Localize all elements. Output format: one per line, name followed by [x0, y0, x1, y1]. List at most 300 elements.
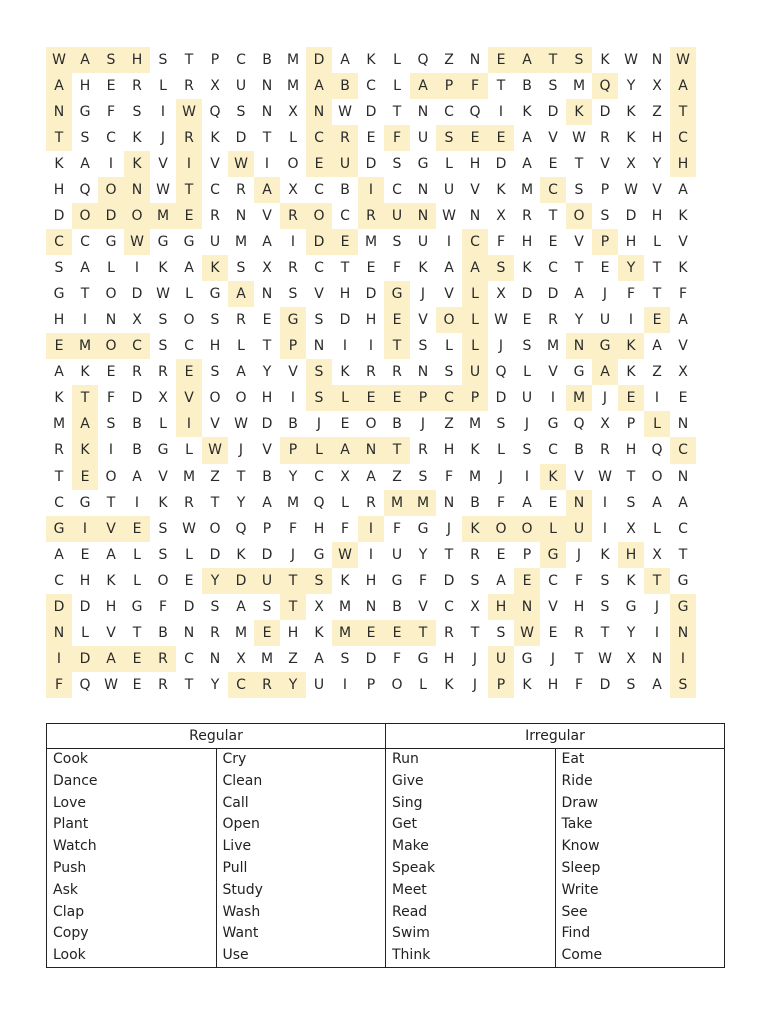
grid-letter[interactable]: S — [600, 208, 610, 225]
grid-letter[interactable]: C — [366, 78, 376, 95]
grid-letter[interactable]: K — [158, 494, 168, 511]
grid-letter[interactable]: E — [384, 620, 410, 646]
grid-letter[interactable]: E — [184, 572, 194, 589]
grid-letter[interactable]: A — [262, 494, 272, 511]
grid-letter[interactable]: L — [393, 78, 401, 95]
grid-letter[interactable]: G — [547, 416, 559, 433]
grid-letter[interactable]: N — [46, 620, 72, 646]
grid-letter[interactable]: K — [54, 156, 64, 173]
grid-letter[interactable]: W — [338, 104, 352, 121]
grid-letter[interactable]: M — [520, 182, 534, 199]
grid-letter[interactable]: I — [654, 624, 660, 641]
grid-letter[interactable]: D — [209, 546, 221, 563]
grid-letter[interactable]: W — [670, 47, 696, 73]
grid-letter[interactable]: C — [236, 52, 246, 69]
grid-letter[interactable]: E — [132, 676, 142, 693]
grid-letter[interactable]: Y — [626, 624, 636, 641]
grid-letter[interactable]: D — [46, 594, 72, 620]
grid-letter[interactable]: B — [262, 468, 272, 485]
grid-letter[interactable]: N — [677, 468, 689, 485]
grid-letter[interactable]: I — [46, 646, 72, 672]
grid-letter[interactable]: R — [392, 364, 402, 381]
grid-letter[interactable]: J — [602, 286, 608, 303]
grid-letter[interactable]: S — [210, 598, 220, 615]
grid-letter[interactable]: K — [678, 208, 688, 225]
grid-letter[interactable]: C — [444, 598, 454, 615]
grid-letter[interactable]: T — [644, 568, 670, 594]
grid-letter[interactable]: T — [280, 594, 306, 620]
grid-letter[interactable]: G — [521, 650, 533, 667]
grid-letter[interactable]: J — [420, 416, 426, 433]
grid-letter[interactable]: Q — [417, 52, 429, 69]
grid-letter[interactable]: H — [124, 47, 150, 73]
grid-letter[interactable]: N — [417, 104, 429, 121]
grid-letter[interactable]: B — [132, 416, 142, 433]
grid-letter[interactable]: L — [419, 676, 427, 693]
grid-letter[interactable]: F — [288, 520, 298, 537]
grid-letter[interactable]: E — [124, 646, 150, 672]
grid-letter[interactable]: T — [548, 208, 558, 225]
grid-letter[interactable]: X — [678, 364, 688, 381]
grid-letter[interactable]: C — [678, 520, 688, 537]
grid-letter[interactable]: W — [156, 182, 170, 199]
grid-letter[interactable]: Q — [235, 520, 247, 537]
grid-letter[interactable]: W — [104, 676, 118, 693]
grid-letter[interactable]: V — [176, 385, 202, 411]
grid-letter[interactable]: C — [548, 442, 558, 459]
grid-letter[interactable]: R — [210, 624, 220, 641]
grid-letter[interactable]: R — [54, 442, 64, 459]
grid-letter[interactable]: N — [183, 624, 195, 641]
grid-letter[interactable]: D — [228, 568, 254, 594]
grid-letter[interactable]: J — [316, 416, 322, 433]
grid-letter[interactable]: D — [131, 286, 143, 303]
grid-letter[interactable]: K — [444, 676, 454, 693]
grid-letter[interactable]: O — [651, 468, 663, 485]
grid-letter[interactable]: L — [445, 156, 453, 173]
grid-letter[interactable]: I — [134, 494, 140, 511]
grid-letter[interactable]: B — [158, 624, 168, 641]
grid-letter[interactable]: T — [444, 546, 454, 563]
grid-letter[interactable]: G — [131, 598, 143, 615]
grid-letter[interactable]: Y — [262, 364, 272, 381]
grid-letter[interactable]: I — [498, 104, 504, 121]
grid-letter[interactable]: R — [548, 312, 558, 329]
grid-letter[interactable]: V — [210, 156, 220, 173]
grid-letter[interactable]: S — [670, 672, 696, 698]
grid-letter[interactable]: K — [340, 364, 350, 381]
grid-letter[interactable]: N — [469, 52, 481, 69]
grid-letter[interactable]: P — [522, 546, 532, 563]
grid-letter[interactable]: W — [624, 52, 638, 69]
grid-letter[interactable]: W — [572, 130, 586, 147]
grid-letter[interactable]: W — [624, 182, 638, 199]
grid-letter[interactable]: A — [496, 572, 506, 589]
grid-letter[interactable]: C — [540, 177, 566, 203]
grid-letter[interactable]: H — [573, 598, 585, 615]
grid-letter[interactable]: E — [618, 385, 644, 411]
grid-letter[interactable]: W — [202, 437, 228, 463]
grid-letter[interactable]: N — [651, 650, 663, 667]
grid-letter[interactable]: I — [160, 104, 166, 121]
grid-letter[interactable]: U — [599, 312, 611, 329]
grid-letter[interactable]: V — [574, 468, 584, 485]
grid-letter[interactable]: C — [314, 260, 324, 277]
grid-letter[interactable]: A — [262, 234, 272, 251]
grid-letter[interactable]: S — [158, 338, 168, 355]
grid-letter[interactable]: A — [514, 47, 540, 73]
grid-letter[interactable]: R — [366, 494, 376, 511]
grid-letter[interactable]: E — [548, 156, 558, 173]
grid-letter[interactable]: L — [185, 286, 193, 303]
grid-letter[interactable]: A — [410, 73, 436, 99]
grid-letter[interactable]: Q — [79, 182, 91, 199]
grid-letter[interactable]: F — [444, 468, 454, 485]
grid-letter[interactable]: W — [442, 208, 456, 225]
grid-letter[interactable]: H — [365, 312, 377, 329]
grid-letter[interactable]: O — [72, 203, 98, 229]
grid-letter[interactable]: L — [185, 546, 193, 563]
grid-letter[interactable]: F — [392, 520, 402, 537]
grid-letter[interactable]: S — [236, 260, 246, 277]
grid-letter[interactable]: T — [678, 546, 688, 563]
grid-letter[interactable]: E — [488, 125, 514, 151]
grid-letter[interactable]: S — [436, 125, 462, 151]
grid-letter[interactable]: D — [183, 598, 195, 615]
grid-letter[interactable]: N — [417, 182, 429, 199]
grid-letter[interactable]: X — [626, 520, 636, 537]
grid-letter[interactable]: H — [443, 442, 455, 459]
grid-letter[interactable]: H — [313, 520, 325, 537]
grid-letter[interactable]: D — [53, 208, 65, 225]
grid-letter[interactable]: K — [366, 52, 376, 69]
grid-letter[interactable]: P — [366, 676, 376, 693]
grid-letter[interactable]: M — [260, 650, 274, 667]
grid-letter[interactable]: G — [79, 104, 91, 121]
grid-letter[interactable]: T — [72, 385, 98, 411]
grid-letter[interactable]: H — [53, 312, 65, 329]
grid-letter[interactable]: K — [314, 624, 324, 641]
grid-letter[interactable]: R — [158, 364, 168, 381]
grid-letter[interactable]: J — [498, 338, 504, 355]
grid-letter[interactable]: C — [306, 125, 332, 151]
grid-letter[interactable]: A — [332, 437, 358, 463]
grid-letter[interactable]: D — [495, 156, 507, 173]
grid-letter[interactable]: S — [522, 338, 532, 355]
grid-letter[interactable]: L — [462, 307, 488, 333]
grid-letter[interactable]: X — [210, 78, 220, 95]
grid-letter[interactable]: V — [418, 312, 428, 329]
grid-letter[interactable]: H — [261, 390, 273, 407]
grid-letter[interactable]: T — [262, 130, 272, 147]
grid-letter[interactable]: B — [132, 442, 142, 459]
grid-letter[interactable]: E — [496, 546, 506, 563]
grid-letter[interactable]: I — [602, 520, 608, 537]
grid-letter[interactable]: R — [358, 203, 384, 229]
grid-letter[interactable]: T — [106, 494, 116, 511]
grid-letter[interactable]: J — [524, 416, 530, 433]
grid-letter[interactable]: D — [547, 104, 559, 121]
grid-letter[interactable]: A — [132, 468, 142, 485]
grid-letter[interactable]: W — [332, 542, 358, 568]
grid-letter[interactable]: T — [262, 338, 272, 355]
grid-letter[interactable]: E — [366, 260, 376, 277]
grid-letter[interactable]: F — [496, 234, 506, 251]
grid-letter[interactable]: P — [600, 182, 610, 199]
grid-letter[interactable]: N — [358, 437, 384, 463]
grid-letter[interactable]: B — [340, 182, 350, 199]
grid-letter[interactable]: S — [496, 416, 506, 433]
grid-letter[interactable]: E — [254, 620, 280, 646]
grid-letter[interactable]: A — [236, 598, 246, 615]
grid-letter[interactable]: S — [566, 47, 592, 73]
grid-letter[interactable]: S — [158, 52, 168, 69]
grid-letter[interactable]: W — [598, 468, 612, 485]
grid-letter[interactable]: N — [410, 203, 436, 229]
grid-letter[interactable]: M — [384, 490, 410, 516]
grid-letter[interactable]: H — [209, 338, 221, 355]
grid-letter[interactable]: I — [358, 516, 384, 542]
grid-letter[interactable]: P — [410, 385, 436, 411]
grid-letter[interactable]: Z — [652, 104, 662, 121]
grid-letter[interactable]: A — [652, 676, 662, 693]
grid-letter[interactable]: R — [280, 203, 306, 229]
grid-letter[interactable]: O — [488, 516, 514, 542]
grid-letter[interactable]: W — [182, 520, 196, 537]
grid-letter[interactable]: L — [393, 52, 401, 69]
grid-letter[interactable]: O — [98, 333, 124, 359]
grid-letter[interactable]: K — [522, 676, 532, 693]
grid-letter[interactable]: C — [46, 229, 72, 255]
grid-letter[interactable]: R — [176, 125, 202, 151]
grid-letter[interactable]: I — [368, 546, 374, 563]
grid-letter[interactable]: J — [160, 130, 166, 147]
grid-letter[interactable]: S — [158, 546, 168, 563]
grid-letter[interactable]: C — [392, 182, 402, 199]
grid-letter[interactable]: D — [365, 156, 377, 173]
grid-letter[interactable]: D — [495, 390, 507, 407]
grid-letter[interactable]: W — [124, 229, 150, 255]
grid-letter[interactable]: L — [159, 416, 167, 433]
grid-letter[interactable]: L — [185, 442, 193, 459]
grid-letter[interactable]: N — [677, 416, 689, 433]
grid-letter[interactable]: V — [470, 182, 480, 199]
grid-letter[interactable]: V — [678, 234, 688, 251]
grid-letter[interactable]: M — [468, 468, 482, 485]
grid-letter[interactable]: M — [468, 416, 482, 433]
grid-letter[interactable]: H — [670, 151, 696, 177]
grid-letter[interactable]: N — [306, 99, 332, 125]
grid-letter[interactable]: S — [600, 572, 610, 589]
grid-letter[interactable]: T — [574, 156, 584, 173]
grid-letter[interactable]: R — [158, 676, 168, 693]
grid-letter[interactable]: M — [410, 490, 436, 516]
grid-letter[interactable]: K — [566, 99, 592, 125]
grid-letter[interactable]: O — [157, 572, 169, 589]
grid-letter[interactable]: S — [54, 260, 64, 277]
grid-letter[interactable]: N — [261, 78, 273, 95]
grid-letter[interactable]: U — [384, 203, 410, 229]
grid-letter[interactable]: J — [290, 546, 296, 563]
grid-letter[interactable]: E — [176, 359, 202, 385]
grid-letter[interactable]: M — [286, 78, 300, 95]
grid-letter[interactable]: H — [287, 624, 299, 641]
grid-letter[interactable]: N — [209, 650, 221, 667]
grid-letter[interactable]: E — [332, 229, 358, 255]
grid-letter[interactable]: R — [470, 546, 480, 563]
grid-letter[interactable]: R — [600, 130, 610, 147]
grid-letter[interactable]: U — [443, 182, 455, 199]
grid-letter[interactable]: K — [106, 572, 116, 589]
grid-letter[interactable]: L — [133, 546, 141, 563]
grid-letter[interactable]: A — [522, 494, 532, 511]
grid-letter[interactable]: F — [574, 572, 584, 589]
grid-letter[interactable]: S — [158, 520, 168, 537]
grid-letter[interactable]: T — [210, 494, 220, 511]
grid-letter[interactable]: N — [46, 99, 72, 125]
grid-letter[interactable]: O — [209, 520, 221, 537]
grid-letter[interactable]: H — [469, 156, 481, 173]
grid-letter[interactable]: G — [625, 598, 637, 615]
grid-letter[interactable]: W — [156, 286, 170, 303]
grid-letter[interactable]: B — [392, 598, 402, 615]
grid-letter[interactable]: G — [384, 281, 410, 307]
grid-letter[interactable]: V — [652, 182, 662, 199]
grid-letter[interactable]: E — [176, 203, 202, 229]
grid-letter[interactable]: M — [338, 598, 352, 615]
grid-letter[interactable]: A — [72, 47, 98, 73]
grid-letter[interactable]: T — [574, 260, 584, 277]
grid-letter[interactable]: S — [548, 78, 558, 95]
grid-letter[interactable]: X — [288, 182, 298, 199]
grid-letter[interactable]: P — [592, 229, 618, 255]
grid-letter[interactable]: M — [566, 385, 592, 411]
grid-letter[interactable]: A — [574, 286, 584, 303]
grid-letter[interactable]: D — [443, 572, 455, 589]
grid-letter[interactable]: E — [548, 494, 558, 511]
grid-letter[interactable]: Y — [210, 676, 220, 693]
grid-letter[interactable]: A — [80, 156, 90, 173]
grid-letter[interactable]: K — [158, 260, 168, 277]
grid-letter[interactable]: K — [626, 572, 636, 589]
grid-letter[interactable]: A — [254, 177, 280, 203]
grid-letter[interactable]: G — [573, 364, 585, 381]
grid-letter[interactable]: E — [358, 385, 384, 411]
grid-letter[interactable]: I — [176, 411, 202, 437]
grid-letter[interactable]: D — [599, 676, 611, 693]
grid-letter[interactable]: R — [522, 208, 532, 225]
grid-letter[interactable]: F — [392, 260, 402, 277]
grid-letter[interactable]: C — [106, 130, 116, 147]
grid-letter[interactable]: S — [470, 572, 480, 589]
grid-letter[interactable]: O — [98, 177, 124, 203]
grid-letter[interactable]: M — [546, 338, 560, 355]
grid-letter[interactable]: A — [306, 73, 332, 99]
grid-letter[interactable]: L — [306, 437, 332, 463]
grid-letter[interactable]: G — [677, 572, 689, 589]
grid-letter[interactable]: A — [462, 255, 488, 281]
grid-letter[interactable]: E — [306, 151, 332, 177]
grid-letter[interactable]: D — [521, 286, 533, 303]
grid-letter[interactable]: A — [444, 260, 454, 277]
grid-letter[interactable]: B — [332, 73, 358, 99]
grid-letter[interactable]: S — [340, 650, 350, 667]
grid-letter[interactable]: U — [488, 646, 514, 672]
grid-letter[interactable]: Z — [288, 650, 298, 667]
grid-letter[interactable]: U — [313, 676, 325, 693]
grid-letter[interactable]: W — [234, 416, 248, 433]
grid-letter[interactable]: W — [228, 151, 254, 177]
grid-letter[interactable]: T — [280, 568, 306, 594]
grid-letter[interactable]: X — [158, 390, 168, 407]
grid-letter[interactable]: R — [254, 672, 280, 698]
grid-letter[interactable]: R — [210, 208, 220, 225]
grid-letter[interactable]: D — [547, 286, 559, 303]
grid-letter[interactable]: H — [618, 542, 644, 568]
grid-letter[interactable]: E — [46, 333, 72, 359]
grid-letter[interactable]: C — [184, 338, 194, 355]
grid-letter[interactable]: K — [522, 104, 532, 121]
grid-letter[interactable]: S — [496, 624, 506, 641]
grid-letter[interactable]: H — [651, 208, 663, 225]
grid-letter[interactable]: R — [236, 312, 246, 329]
grid-letter[interactable]: X — [626, 650, 636, 667]
grid-letter[interactable]: A — [652, 338, 662, 355]
grid-letter[interactable]: D — [306, 229, 332, 255]
grid-letter[interactable]: I — [342, 338, 348, 355]
grid-letter[interactable]: D — [599, 104, 611, 121]
grid-letter[interactable]: D — [79, 598, 91, 615]
grid-letter[interactable]: X — [470, 598, 480, 615]
grid-letter[interactable]: O — [306, 203, 332, 229]
grid-letter[interactable]: F — [626, 286, 636, 303]
grid-letter[interactable]: K — [626, 364, 636, 381]
grid-letter[interactable]: H — [651, 130, 663, 147]
grid-letter[interactable]: K — [496, 182, 506, 199]
grid-letter[interactable]: P — [488, 672, 514, 698]
grid-letter[interactable]: S — [418, 468, 428, 485]
grid-letter[interactable]: C — [548, 572, 558, 589]
grid-letter[interactable]: R — [288, 260, 298, 277]
grid-letter[interactable]: G — [417, 650, 429, 667]
grid-letter[interactable]: O — [566, 203, 592, 229]
grid-letter[interactable]: P — [626, 416, 636, 433]
grid-letter[interactable]: L — [289, 130, 297, 147]
grid-letter[interactable]: F — [384, 125, 410, 151]
grid-letter[interactable]: Y — [574, 312, 584, 329]
grid-letter[interactable]: X — [652, 78, 662, 95]
grid-letter[interactable]: G — [313, 546, 325, 563]
grid-letter[interactable]: I — [108, 442, 114, 459]
grid-letter[interactable]: I — [550, 390, 556, 407]
grid-letter[interactable]: X — [340, 468, 350, 485]
grid-letter[interactable]: J — [472, 650, 478, 667]
grid-letter[interactable]: U — [391, 546, 403, 563]
grid-letter[interactable]: S — [314, 312, 324, 329]
grid-letter[interactable]: N — [651, 52, 663, 69]
grid-letter[interactable]: V — [158, 156, 168, 173]
grid-letter[interactable]: X — [600, 416, 610, 433]
grid-letter[interactable]: T — [184, 52, 194, 69]
grid-letter[interactable]: E — [678, 390, 688, 407]
grid-letter[interactable]: A — [670, 73, 696, 99]
grid-letter[interactable]: G — [157, 234, 169, 251]
grid-letter[interactable]: E — [358, 620, 384, 646]
grid-letter[interactable]: S — [444, 364, 454, 381]
grid-letter[interactable]: E — [340, 416, 350, 433]
grid-letter[interactable]: R — [332, 125, 358, 151]
grid-letter[interactable]: K — [124, 151, 150, 177]
